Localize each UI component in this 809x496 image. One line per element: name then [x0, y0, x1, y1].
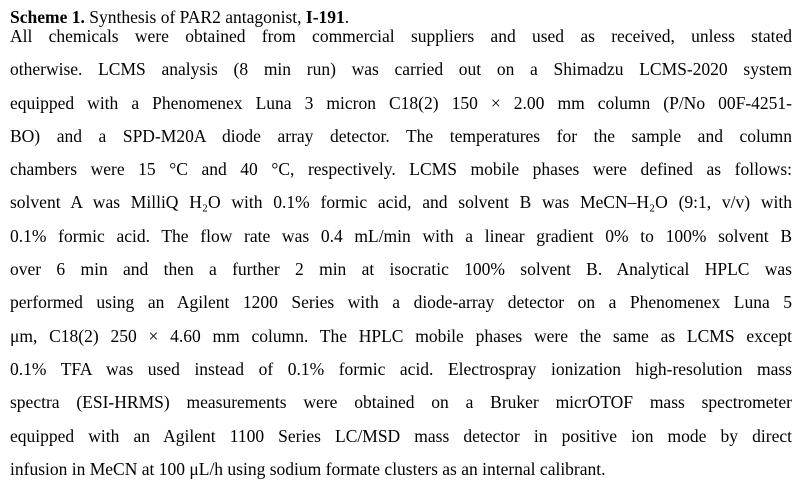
- paragraph-line: equipped with an Agilent 1100 Series LC/MSD mass detector in positive ion mode by direct: [10, 425, 792, 446]
- scheme-label: Scheme 1.: [10, 7, 85, 27]
- paragraph-line: chambers were 15 °C and 40 °C, respectively. LCMS mobile phases were defined as follows:: [10, 159, 792, 180]
- paragraph-line: 0.1% TFA was used instead of 0.1% formic acid. Electrospray ionization high-resolution mass: [10, 358, 792, 379]
- paragraph-line: solvent A was MilliQ H₂O with 0.1% formic acid, and solvent B was MeCN–H₂O (9:1, v/v) with: [10, 192, 792, 213]
- compound-name: I-191: [305, 7, 345, 27]
- paragraph-line: otherwise. LCMS analysis (8 min run) was carried out on a Shimadzu LCMS-2020 system: [10, 59, 792, 80]
- methods-paragraph: [10, 20, 792, 486]
- paragraph-line: infusion in MeCN at 100 μL/h using sodium formate clusters as an internal calibrant.: [10, 458, 606, 479]
- paragraph-line: over 6 min and then a further 2 min at isocratic 100% solvent B. Analytical HPLC was: [10, 259, 792, 280]
- document-page: [10, 6, 792, 486]
- paragraph-line: equipped with a Phenomenex Luna 3 micron C18(2) 150 × 2.00 mm column (P/No 00F-4251-: [10, 92, 792, 113]
- scheme-title-text: Synthesis of PAR2 antagonist,: [84, 7, 306, 27]
- paragraph-line: spectra (ESI-HRMS) measurements were obtained on a Bruker micrOTOF mass spectrometer: [10, 392, 792, 413]
- paragraph-line: performed using an Agilent 1200 Series with a diode-array detector on a Phenomenex Luna 5: [10, 292, 792, 313]
- paragraph-line: 0.1% formic acid. The flow rate was 0.4 mL/min with a linear gradient 0% to 100% solvent B: [10, 225, 792, 246]
- paragraph-line: BO) and a SPD-M20A diode array detector. The temperatures for the sample and column: [10, 125, 792, 146]
- scheme-period: .: [344, 7, 350, 27]
- paragraph-line: μm, C18(2) 250 × 4.60 mm column. The HPLC mobile phases were the same as LCMS except: [10, 325, 792, 346]
- paragraph-line: All chemicals were obtained from commercial suppliers and used as received, unless stated: [10, 26, 792, 46]
